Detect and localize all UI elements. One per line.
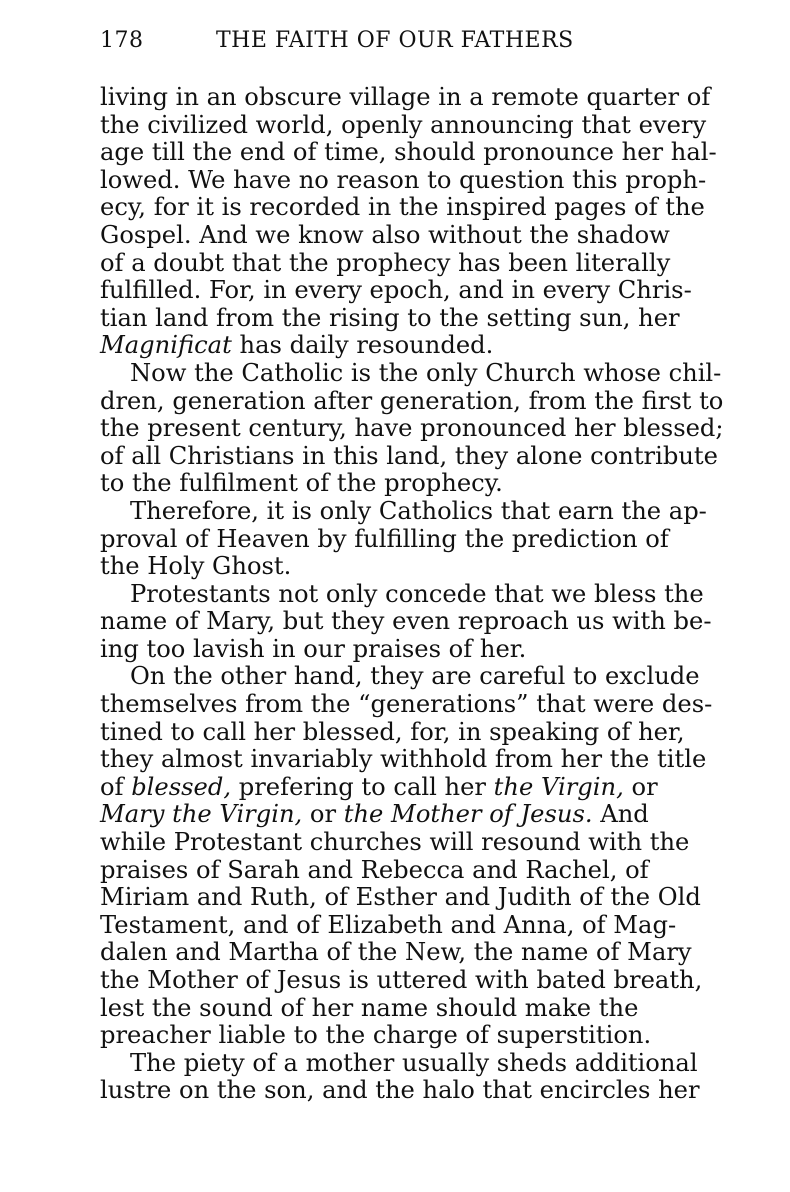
text-line: of all Christians in this land, they alone contribute [100,441,718,470]
text-line: of a doubt that the prophecy has been literally [100,248,671,277]
paragraph-start: Protestants not only concede that we bless the [130,579,704,608]
page-header [100,28,740,58]
italic-text: the Mother of Jesus. [343,800,593,829]
text-line: the Holy Ghost. [100,552,292,581]
italic-text: Mary the Virgin, [100,800,303,829]
text-segment: or [623,772,658,801]
italic-text: blessed, [131,772,232,801]
text-line: lustre on the son, and the halo that encircles her [100,1076,700,1105]
text-segment: has daily resounded. [231,331,494,360]
italic-text: the Virgin, [493,772,624,801]
text-line: ecy, for it is recorded in the inspired pages of the [100,193,705,222]
text-line: lowed. We have no reason to question this proph- [100,165,707,194]
text-segment: of [100,772,132,801]
paragraph-start: Now the Catholic is the only Church whose chil- [130,358,722,387]
text-line: they almost invariably withhold from her the title [100,745,707,774]
text-line: proval of Heaven by fulfilling the prediction of [100,524,669,553]
paragraph-start: On the other hand, they are careful to exclude [130,662,700,691]
text-line: the civilized world, openly announcing that every [100,110,707,139]
text-line [100,801,740,829]
text-line: age till the end of time, should pronounce her hal- [100,138,717,167]
text-line: name of Mary, but they even reproach us with be- [100,607,712,636]
text-segment: prefering to call her [231,772,494,801]
italic-text: Magnificat [100,331,232,360]
paragraph-start: Therefore, it is only Catholics that earn the ap- [130,496,707,525]
text-line: dren, generation after generation, from the first to [100,386,724,415]
body-text [100,84,740,1105]
text-line: Testament, and of Elizabeth and Anna, of Mag- [100,910,677,939]
text-line: themselves from the “generations” that were des- [100,690,713,719]
text-line: Gospel. And we know also without the shadow [100,220,670,249]
text-line: praises of Sarah and Rebecca and Rachel, of [100,855,649,884]
text-line: living in an obscure village in a remote quarter of [100,83,711,111]
text-line: Miriam and Ruth, of Esther and Judith of the Old [100,883,701,912]
paragraph-start: The piety of a mother usually sheds additional [130,1048,698,1077]
text-line: tian land from the rising to the setting sun, her [100,303,680,332]
text-line: tined to call her blessed, for, in speaking of her, [100,717,685,746]
page-number: 178 [100,28,144,53]
text-segment: And [592,800,649,829]
text-line: the present century, have pronounced her blessed; [100,414,724,443]
text-line: dalen and Martha of the New, the name of Mary [100,938,692,967]
text-line: preacher liable to the charge of superstition. [100,1021,652,1050]
text-segment: or [302,800,344,829]
text-line [100,774,740,802]
text-line: while Protestant churches will resound with the [100,828,690,857]
text-line [100,332,740,360]
text-line: fulfilled. For, in every epoch, and in every Chris- [100,276,692,305]
text-line: the Mother of Jesus is uttered with bated breath, [100,966,703,994]
text-line: to the fulfilment of the prophecy. [100,469,503,498]
text-line: ing too lavish in our praises of her. [100,634,527,663]
text-line: lest the sound of her name should make the [100,993,639,1022]
running-title: THE FAITH OF OUR FATHERS [216,28,574,53]
